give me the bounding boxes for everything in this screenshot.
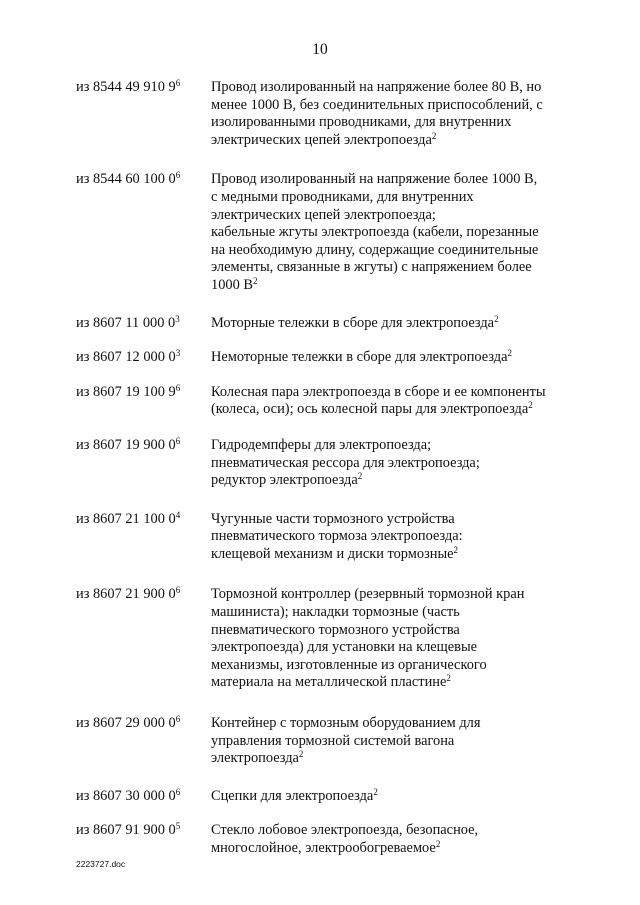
description-line [211,207,596,225]
description-line [211,132,596,150]
description-line [211,97,596,115]
description-line [211,822,596,840]
tariff-description [211,171,596,294]
description-text: Стекло лобовое электропоезда, безопасное, [211,822,479,839]
tariff-code [76,349,211,367]
description-line [211,622,596,640]
description-line [211,277,596,295]
tariff-description [211,384,596,419]
description-line [211,437,596,455]
description-text: элементы, связанные в жгуты) с напряжением более [211,259,532,276]
description-text: Колесная пара электропоезда в сборе и ее компоненты [211,383,546,400]
description-line [211,171,596,189]
tariff-code-text: из 8607 21 900 0 [76,586,176,603]
description-text: (колеса, оси); ось колесной пары для электропоезда [211,401,529,418]
description-line [211,586,596,604]
description-line [211,472,596,490]
description-text: редуктор электропоезда [211,472,358,489]
footnote-marker: 4 [175,509,181,520]
tariff-entry [76,384,596,419]
tariff-description [211,79,596,149]
tariff-code [76,437,211,490]
description-text: клещевой механизм и диски тормозные [211,545,454,562]
description-text: Чугунные части тормозного устройства [211,510,455,527]
tariff-entry [76,715,596,768]
description-line [211,511,596,529]
description-line [211,189,596,207]
description-line [211,315,596,333]
description-text: Гидродемпферы для электропоезда; [211,436,432,453]
description-text: менее 1000 В, без соединительных приспособлений, с [211,96,543,113]
description-line [211,349,596,367]
tariff-code-text: из 8544 49 910 9 [76,79,176,95]
description-text: на необходимую длину, содержащие соединительные [211,241,539,258]
tariff-entry [76,437,596,490]
footnote-marker: 6 [175,170,181,181]
tariff-code-text: из 8607 19 900 0 [76,436,176,453]
tariff-entry [76,788,596,806]
tariff-code-text: из 8607 29 000 0 [76,715,176,732]
description-text: Моторные тележки в сборе для электропоезда [211,314,495,331]
entry-list [76,79,596,858]
description-line [211,114,596,132]
description-text: Немоторные тележки в сборе для электропоезда [211,349,508,366]
footnote-marker: 3 [175,313,180,324]
tariff-code-text: из 8607 21 100 0 [76,510,176,527]
description-text: электрических цепей электропоезда [211,131,432,148]
footnote-marker: 2 [252,275,258,286]
description-text: электрических цепей электропоезда; [211,206,436,223]
description-text: Контейнер с тормозным оборудованием для [211,715,481,732]
description-text: пневматическая рессора для электропоезда; [211,454,480,471]
description-text: Провод изолированный на напряжение более 1000 В, [211,171,538,188]
description-line [211,79,596,97]
description-line [211,546,596,564]
tariff-entry [76,315,596,333]
footnote-marker: 2 [528,400,533,411]
description-line [211,715,596,733]
tariff-entry [76,171,596,294]
description-text: механизмы, изготовленные из органического [211,656,487,673]
tariff-description [211,511,596,564]
tariff-code [76,384,211,419]
tariff-code [76,511,211,564]
tariff-code-text: из 8544 60 100 0 [76,171,176,188]
description-line [211,733,596,751]
tariff-entry [76,511,596,564]
tariff-description [211,822,596,857]
description-line [211,657,596,675]
description-line [211,224,596,242]
description-text: пневматического тормозного устройства [211,621,460,638]
description-text: Провод изолированный на напряжение более 80 В, но [211,79,542,95]
footnote-marker: 2 [507,348,512,359]
page-number: 10 [312,41,328,58]
tariff-code [76,315,211,333]
description-text: машиниста); накладки тормозные (часть [211,604,460,621]
description-line [211,639,596,657]
footnote-marker: 2 [435,839,441,849]
document-filename: 2223727.doc [76,859,126,869]
footnote-marker: 2 [298,749,304,760]
footnote-marker: 6 [175,786,181,797]
footnote-marker: 2 [373,786,378,797]
footnote-marker: 6 [175,382,181,393]
tariff-entry [76,822,596,857]
description-text: Сцепки для электропоезда [211,787,374,804]
tariff-description [211,349,596,367]
description-line [211,259,596,277]
footnote-marker: 6 [175,714,181,725]
footnote-marker: 2 [431,130,437,141]
description-text: изолированными проводниками, для внутренних [211,114,512,131]
description-line [211,242,596,260]
tariff-entry [76,79,596,149]
description-line [211,528,596,546]
tariff-code [76,171,211,294]
tariff-code-text: из 8607 19 100 9 [76,383,176,400]
footnote-marker: 2 [357,471,363,482]
tariff-description [211,715,596,768]
description-text: с медными проводниками, для внутренних [211,188,474,205]
tariff-code [76,586,211,692]
footnote-marker: 6 [175,585,181,596]
tariff-code-text: из 8607 91 900 0 [76,822,176,839]
tariff-description [211,315,596,333]
footnote-marker: 5 [175,821,181,832]
footnote-marker: 2 [446,673,451,684]
footnote-marker: 6 [175,78,181,88]
description-text: материала на металлической пластине [211,674,447,691]
footnote-marker: 2 [453,544,459,555]
footnote-marker: 3 [175,348,181,359]
description-text: пневматического тормоза электропоезда: [211,528,463,545]
description-text: управления тормозной системой вагона [211,732,455,749]
tariff-description [211,788,596,806]
description-line [211,788,596,806]
description-text: Тормозной контроллер (резервный тормозной кран [211,586,525,603]
tariff-description [211,437,596,490]
description-text: 1000 В [211,276,253,293]
tariff-code-text: из 8607 30 000 0 [76,787,176,804]
description-text: кабельные жгуты электропоезда (кабели, порезанные [211,224,539,241]
description-line [211,384,596,402]
description-line [211,674,596,692]
tariff-entry [76,349,596,367]
tariff-code [76,79,211,149]
description-line [211,604,596,622]
tariff-description [211,586,596,692]
description-line [211,840,596,858]
tariff-code [76,822,211,857]
description-line [211,750,596,768]
tariff-code [76,788,211,806]
tariff-code-text: из 8607 11 000 0 [76,314,176,331]
tariff-code-text: из 8607 12 000 0 [76,349,176,366]
description-text: многослойное, электрообогреваемое [211,840,436,856]
description-line [211,401,596,419]
description-text: электропоезда) для установки на клещевые [211,639,478,656]
footnote-marker: 6 [175,435,181,446]
description-line [211,455,596,473]
tariff-code [76,715,211,768]
footnote-marker: 2 [494,313,499,324]
description-text: электропоезда [211,750,299,767]
tariff-entry [76,586,596,692]
